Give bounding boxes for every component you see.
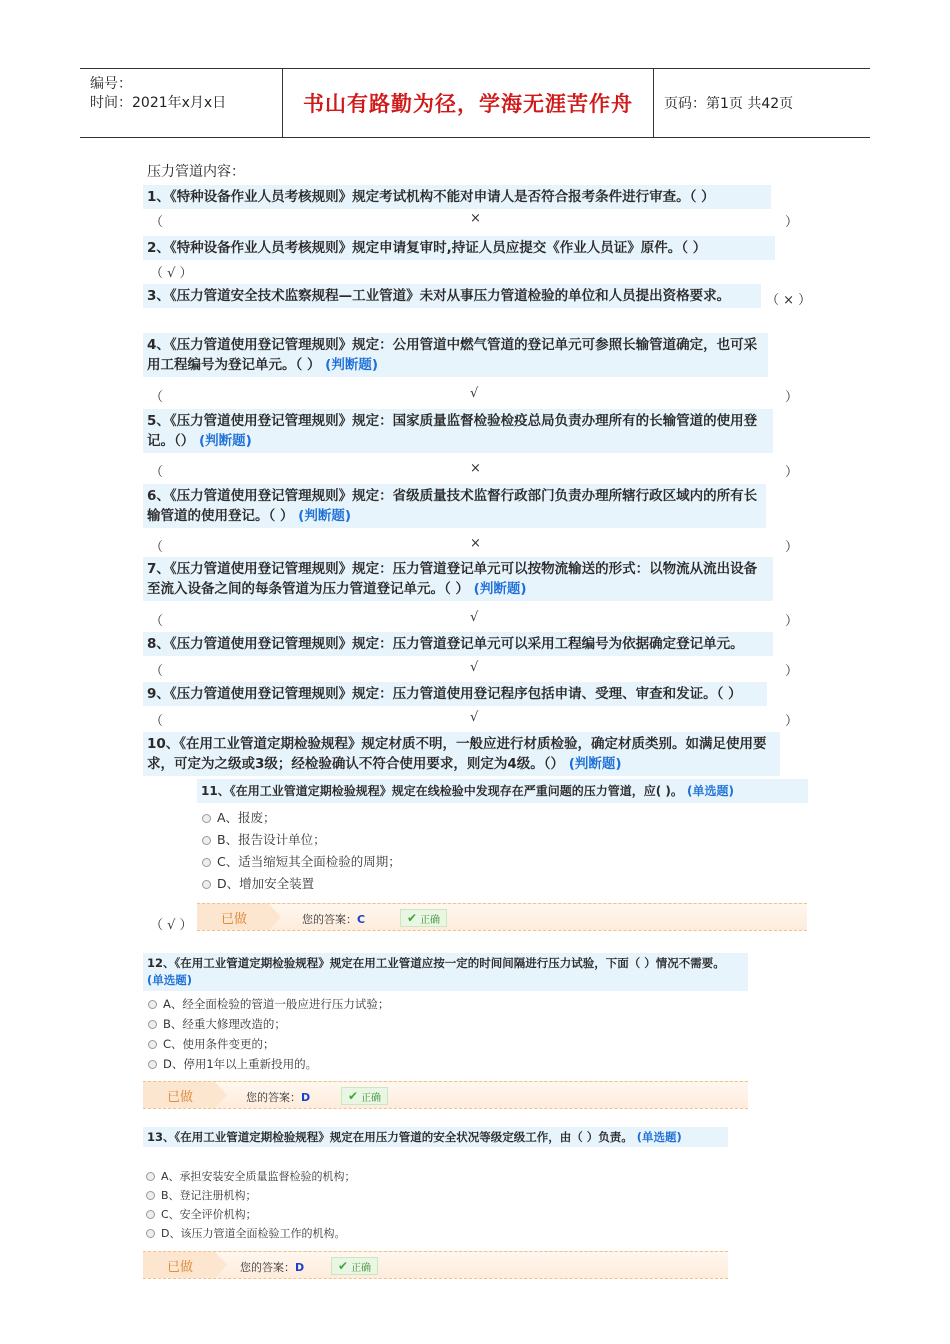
paren-open: （	[150, 465, 164, 480]
question-text: 3、《压力管道安全技术监察规程—工业管道》未对从事压力管道检验的单位和人员提出资格要求。	[147, 288, 731, 304]
option-label: B、经重大修理改造的；	[163, 1017, 286, 1031]
radio-icon[interactable]	[146, 1191, 155, 1200]
check-icon: ✔	[407, 911, 418, 925]
question-text: 9、《压力管道使用登记管理规则》规定：压力管道使用登记程序包括申请、受理、审查和发证。（ ）	[147, 686, 742, 702]
result-badge	[331, 1257, 378, 1275]
answer-2: （ √ ）	[150, 266, 193, 281]
option-label: C、适当缩短其全面检验的周期；	[217, 854, 401, 869]
option-c[interactable]	[202, 852, 401, 872]
answer-mark: ×	[470, 211, 481, 226]
option-c[interactable]	[146, 1206, 356, 1223]
radio-icon[interactable]	[148, 1000, 157, 1009]
header-motto-cell	[283, 69, 654, 137]
option-label: B、报告设计单位；	[217, 832, 326, 847]
question-type-tag: (单选题)	[687, 784, 735, 798]
answer-mark: √	[470, 386, 479, 401]
done-badge: 已做	[143, 1252, 215, 1278]
your-answer-label: 您的答案：	[246, 1091, 301, 1104]
answer-row-8	[150, 660, 798, 678]
question-text: 8、《压力管道使用登记管理规则》规定：压力管道登记单元可以采用工程编号为依据确定登记单元。	[147, 636, 744, 652]
document-header	[80, 68, 870, 138]
option-label: B、登记注册机构；	[161, 1189, 257, 1202]
header-page-cell	[654, 69, 870, 137]
radio-icon[interactable]	[148, 1060, 157, 1069]
option-label: A、承担安装安全质量监督检验的机构；	[161, 1170, 356, 1183]
question-type-tag: (判断题)	[298, 508, 351, 524]
option-d[interactable]	[202, 874, 401, 894]
question-text: 10、《在用工业管道定期检验规程》规定材质不明，一般应进行材质检验，确定材质类别。如满足使用要求，可定为之级或3级；经检验确认不符合使用要求，则定为4级。（）	[147, 736, 767, 772]
paren-close: ）	[784, 390, 798, 405]
paren-close: ）	[784, 614, 798, 629]
page-number: 页码：第1页 共42页	[664, 96, 794, 112]
paren-open: （	[150, 390, 164, 405]
paren-open: （	[150, 540, 164, 555]
done-badge: 已做	[197, 904, 269, 930]
question-text: 2、《特种设备作业人员考核规则》规定申请复审时,持证人员应提交《作业人员证》原件。（ ）	[147, 240, 707, 256]
radio-icon[interactable]	[148, 1020, 157, 1029]
answer-row-9	[150, 710, 798, 728]
options-12	[148, 995, 389, 1075]
option-label: C、安全评价机构；	[161, 1208, 257, 1221]
question-10	[143, 732, 780, 776]
result-badge	[341, 1087, 388, 1105]
option-b[interactable]	[146, 1187, 356, 1204]
result-label: 正确	[361, 1092, 382, 1104]
your-answer-value: D	[301, 1091, 311, 1104]
paren-close: ）	[784, 215, 798, 230]
question-13	[143, 1127, 728, 1147]
option-b[interactable]	[202, 830, 401, 850]
option-a[interactable]	[146, 1168, 356, 1185]
question-7	[143, 557, 773, 601]
option-label: D、该压力管道全面检验工作的机构。	[161, 1227, 346, 1240]
time-label: 时间：2021年x月x日	[90, 95, 227, 111]
paren-close: ）	[784, 664, 798, 679]
radio-icon[interactable]	[202, 836, 211, 845]
radio-icon[interactable]	[146, 1229, 155, 1238]
option-label: D、增加安全装置	[217, 876, 315, 891]
question-text: 1、《特种设备作业人员考核规则》规定考试机构不能对申请人是否符合报考条件进行审查。（ ）	[147, 189, 715, 205]
paren-open: （	[150, 714, 164, 729]
radio-icon[interactable]	[146, 1172, 155, 1181]
question-1	[143, 185, 771, 209]
radio-icon[interactable]	[202, 814, 211, 823]
paren-close: ）	[784, 714, 798, 729]
answer-row-7	[150, 610, 798, 628]
done-badge: 已做	[143, 1082, 215, 1108]
paren-open: （	[150, 215, 164, 230]
check-icon: ✔	[338, 1259, 349, 1273]
code-label: 编号：	[90, 76, 132, 92]
answer-row-1	[150, 211, 798, 229]
question-type-tag: (判断题)	[325, 357, 378, 373]
option-label: C、使用条件变更的；	[163, 1037, 275, 1051]
question-text: 6、《压力管道使用登记管理规则》规定：省级质量技术监督行政部门负责办理所辖行政区域内的所有长输管道的使用登记。（ ）	[147, 488, 758, 524]
radio-icon[interactable]	[202, 858, 211, 867]
question-type-tag: (单选题)	[147, 973, 193, 987]
answer-3: （ × ）	[766, 293, 812, 308]
question-text: 11、《在用工业管道定期检验规程》规定在线检验中发现存在严重问题的压力管道，应( )。	[201, 784, 683, 798]
done-bar-13	[143, 1251, 728, 1279]
your-answer	[246, 1089, 310, 1105]
option-label: A、报废；	[217, 810, 276, 825]
options-11	[202, 808, 401, 896]
question-6	[143, 484, 766, 528]
your-answer	[302, 911, 365, 927]
answer-mark: √	[470, 610, 479, 625]
done-bar-12	[143, 1081, 748, 1109]
question-3	[143, 284, 761, 308]
your-answer-value: D	[295, 1261, 305, 1274]
result-label: 正确	[420, 914, 441, 926]
option-b[interactable]	[148, 1015, 389, 1033]
question-11	[197, 779, 808, 803]
question-text: 12、《在用工业管道定期检验规程》规定在用工业管道应按一定的时间间隔进行压力试验，下面（ ）情况不需要。	[147, 956, 725, 970]
option-c[interactable]	[148, 1035, 389, 1053]
your-answer-label: 您的答案：	[302, 913, 357, 926]
question-4	[143, 333, 768, 377]
question-text: 5、《压力管道使用登记管理规则》规定：国家质量监督检验检疫总局负责办理所有的长输管道的使用登记。（）	[147, 413, 758, 449]
answer-mark: ×	[470, 461, 481, 476]
option-label: A、经全面检验的管道一般应进行压力试验；	[163, 997, 390, 1011]
answer-11: （ √ ）	[150, 918, 193, 933]
option-d[interactable]	[146, 1225, 356, 1242]
result-label: 正确	[351, 1262, 372, 1274]
question-8	[143, 632, 773, 656]
question-text: 7、《压力管道使用登记管理规则》规定：压力管道登记单元可以按物流输送的形式：以物流从流出设备至流入设备之间的每条管道为压力管道登记单元。（ ）	[147, 561, 758, 597]
paren-open: （	[150, 664, 164, 679]
answer-mark: √	[470, 710, 479, 725]
motto: 书山有路勤为径，学海无涯苦作舟	[303, 91, 633, 116]
option-label: D、停用1年以上重新投用的。	[163, 1057, 318, 1071]
section-intro: 压力管道内容：	[147, 164, 245, 180]
answer-row-5	[150, 461, 798, 479]
question-2	[143, 236, 775, 260]
header-meta-cell	[80, 69, 283, 137]
result-badge	[400, 909, 447, 927]
answer-mark: ×	[470, 536, 481, 551]
radio-icon[interactable]	[148, 1040, 157, 1049]
paren-close: ）	[784, 465, 798, 480]
question-text: 4、《压力管道使用登记管理规则》规定：公用管道中燃气管道的登记单元可参照长输管道确定，也可采用工程编号为登记单元。（ ）	[147, 337, 758, 373]
question-text: 13、《在用工业管道定期检验规程》规定在用压力管道的安全状况等级定级工作，由（ ）负责。	[147, 1130, 633, 1144]
option-a[interactable]	[148, 995, 389, 1013]
answer-mark: √	[470, 660, 479, 675]
radio-icon[interactable]	[146, 1210, 155, 1219]
question-9	[143, 682, 767, 706]
paren-open: （	[150, 614, 164, 629]
done-bar-11	[197, 903, 807, 931]
paren-close: ）	[784, 540, 798, 555]
question-type-tag: (单选题)	[636, 1130, 682, 1144]
question-type-tag: (判断题)	[568, 756, 622, 772]
options-13	[146, 1168, 356, 1244]
your-answer-label: 您的答案：	[240, 1261, 295, 1274]
answer-row-6	[150, 536, 798, 554]
radio-icon[interactable]	[202, 880, 211, 889]
your-answer-value: C	[357, 913, 366, 926]
answer-row-4	[150, 386, 798, 404]
question-12	[143, 953, 748, 991]
question-5	[143, 409, 773, 453]
check-icon: ✔	[348, 1089, 359, 1103]
your-answer	[240, 1259, 304, 1275]
question-type-tag: (判断题)	[198, 433, 252, 449]
option-a[interactable]	[202, 808, 401, 828]
question-type-tag: (判断题)	[473, 581, 527, 597]
option-d[interactable]	[148, 1055, 389, 1073]
